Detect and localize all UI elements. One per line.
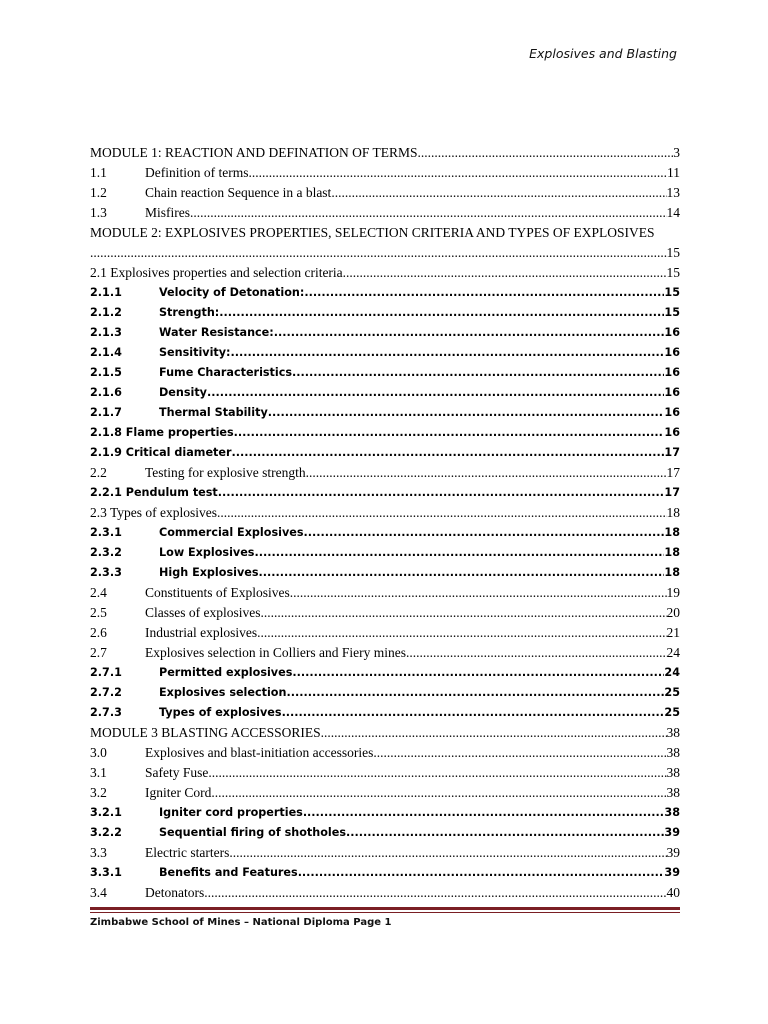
toc-entry-page: 38 <box>664 806 680 819</box>
toc-entry-number: 2.4 <box>90 585 107 600</box>
toc-entry-page: 38 <box>666 745 680 760</box>
toc-entry[interactable] <box>90 703 680 723</box>
toc-entry-number: 3.2.1 <box>90 806 122 819</box>
page-header-title: Explosives and Blasting <box>529 46 677 61</box>
page-footer: Zimbabwe School of Mines – National Diploma Page 1 <box>90 917 392 928</box>
toc-entry-page: 39 <box>664 826 680 839</box>
toc-entry[interactable] <box>90 723 680 743</box>
toc-entry[interactable] <box>90 383 680 403</box>
toc-leader-dots <box>346 823 664 843</box>
toc-leader-dots <box>211 783 666 803</box>
toc-leader-dots <box>331 183 666 203</box>
toc-entry-number: 2.3.2 <box>90 546 122 559</box>
toc-entry-label: Detonators <box>145 885 205 900</box>
toc-leader-dots <box>298 863 665 883</box>
toc-entry-page: 17 <box>666 465 680 480</box>
toc-leader-dots <box>219 303 664 323</box>
toc-entry-label: Testing for explosive strength <box>145 465 306 480</box>
toc-entry-page: 15 <box>666 245 680 260</box>
toc-leader-dots <box>234 423 665 443</box>
toc-entry[interactable] <box>90 683 680 703</box>
toc-entry-label: 2.3 Types of explosives <box>90 505 218 520</box>
toc-entry-page: 18 <box>666 505 680 520</box>
toc-leader-dots <box>90 243 667 263</box>
toc-leader-dots <box>286 683 664 703</box>
toc-leader-dots <box>292 363 664 383</box>
toc-entry-number: 2.5 <box>90 605 107 620</box>
toc-leader-dots <box>304 283 664 303</box>
toc-entry-label: Benefits and Features <box>159 866 298 879</box>
toc-entry-label: Explosives selection <box>159 686 287 699</box>
toc-entry-number: 2.2 <box>90 465 107 480</box>
toc-entry-number: 2.1.1 <box>90 286 122 299</box>
toc-entry[interactable] <box>90 423 680 443</box>
footer-rule-thin <box>90 912 680 913</box>
toc-entry[interactable] <box>90 883 680 903</box>
toc-entry-page: 18 <box>664 546 680 559</box>
toc-entry-label: MODULE 2: EXPLOSIVES PROPERTIES, SELECTION CRITERIA AND TYPES OF EXPLOSIVES <box>90 225 655 240</box>
toc-entry[interactable] <box>90 283 680 303</box>
toc-entry[interactable] <box>90 163 680 183</box>
toc-entry-label: 2.2.1 Pendulum test <box>90 486 218 499</box>
toc-entry-page: 40 <box>666 885 680 900</box>
toc-entry[interactable] <box>90 523 680 543</box>
toc-leader-dots <box>254 543 664 563</box>
toc-entry-label: Industrial explosives <box>145 625 258 640</box>
toc-entry[interactable] <box>90 223 680 243</box>
toc-entry-label: Misfires <box>145 205 190 220</box>
toc-entry-page: 38 <box>666 765 680 780</box>
toc-leader-dots <box>207 383 664 403</box>
toc-entry-number: 2.7.3 <box>90 706 122 719</box>
toc-entry-page: 38 <box>666 725 680 740</box>
toc-leader-dots <box>290 583 667 603</box>
toc-entry-page: 15 <box>666 265 680 280</box>
toc-entry[interactable] <box>90 403 680 423</box>
toc-entry-number: 1.1 <box>90 165 107 180</box>
toc-leader-dots <box>190 203 667 223</box>
toc-leader-dots <box>257 623 666 643</box>
toc-entry-number: 2.6 <box>90 625 107 640</box>
toc-entry-number: 3.2.2 <box>90 826 122 839</box>
toc-entry-page: 20 <box>666 605 680 620</box>
toc-entry-number: 3.4 <box>90 885 107 900</box>
toc-entry-label: Water Resistance: <box>159 326 274 339</box>
toc-entry-page: 16 <box>664 366 680 379</box>
toc-entry[interactable] <box>90 323 680 343</box>
toc-entry-label: Low Explosives <box>159 546 255 559</box>
toc-entry-number: 3.3 <box>90 845 107 860</box>
toc-entry[interactable] <box>90 363 680 383</box>
toc-entry-label: Explosives and blast-initiation accessories <box>145 745 374 760</box>
table-of-contents <box>90 143 680 903</box>
toc-entry-label: High Explosives <box>159 566 259 579</box>
toc-entry-label: Electric starters <box>145 845 230 860</box>
toc-entry[interactable] <box>90 603 680 623</box>
toc-leader-dots <box>321 723 667 743</box>
toc-entry-page: 14 <box>666 205 680 220</box>
toc-leader-dots <box>261 603 667 623</box>
toc-entry[interactable] <box>90 483 680 503</box>
toc-entry-label: Explosives selection in Colliers and Fiery mines <box>145 645 406 660</box>
toc-entry-number: 2.1.3 <box>90 326 122 339</box>
toc-entry[interactable] <box>90 543 680 563</box>
toc-entry[interactable] <box>90 803 680 823</box>
toc-entry-number: 2.1.4 <box>90 346 122 359</box>
toc-entry-label: Density <box>159 386 207 399</box>
toc-entry-number: 3.2 <box>90 785 107 800</box>
toc-entry-label: Igniter Cord <box>145 785 212 800</box>
toc-leader-dots <box>373 743 666 763</box>
toc-entry-number: 2.7.1 <box>90 666 122 679</box>
toc-entry-page: 13 <box>666 185 680 200</box>
toc-entry-label: Types of explosives <box>159 706 282 719</box>
toc-entry-page: 3 <box>673 145 680 160</box>
toc-entry-label: Sequential firing of shotholes <box>159 826 346 839</box>
toc-entry-number: 2.7 <box>90 645 107 660</box>
toc-entry-number: 1.2 <box>90 185 107 200</box>
toc-entry[interactable] <box>90 663 680 683</box>
toc-entry[interactable] <box>90 503 680 523</box>
toc-entry[interactable] <box>90 843 680 863</box>
toc-entry-page: 15 <box>664 306 680 319</box>
toc-leader-dots <box>406 643 667 663</box>
toc-entry[interactable] <box>90 263 680 283</box>
toc-entry-page: 25 <box>664 686 680 699</box>
toc-entry-label: 2.1 Explosives properties and selection criteria <box>90 265 343 280</box>
toc-entry-number: 2.3.1 <box>90 526 122 539</box>
toc-entry-page: 24 <box>666 645 680 660</box>
toc-entry-label: Igniter cord properties <box>159 806 303 819</box>
toc-entry-page: 15 <box>664 286 680 299</box>
toc-entry-label: Chain reaction Sequence in a blast <box>145 185 332 200</box>
toc-entry[interactable] <box>90 863 680 883</box>
toc-entry[interactable] <box>90 643 680 663</box>
toc-leader-dots <box>218 483 665 503</box>
toc-entry-page: 38 <box>666 785 680 800</box>
toc-entry[interactable] <box>90 443 680 463</box>
toc-leader-dots <box>232 443 665 463</box>
toc-leader-dots <box>418 143 674 163</box>
toc-entry-label: 2.1.8 Flame properties <box>90 426 234 439</box>
toc-leader-dots <box>231 343 665 363</box>
toc-leader-dots <box>306 463 667 483</box>
toc-entry[interactable] <box>90 783 680 803</box>
toc-entry-number: 2.1.6 <box>90 386 122 399</box>
toc-leader-dots <box>208 763 666 783</box>
toc-leader-dots <box>303 523 664 543</box>
toc-entry-page: 19 <box>666 585 680 600</box>
toc-leader-dots <box>217 503 666 523</box>
toc-entry-label: 2.1.9 Critical diameter <box>90 446 232 459</box>
toc-entry-page: 11 <box>667 165 680 180</box>
toc-entry-number: 3.3.1 <box>90 866 122 879</box>
toc-entry-page: 16 <box>664 386 680 399</box>
toc-entry-label: Commercial Explosives <box>159 526 304 539</box>
toc-entry-number: 2.1.7 <box>90 406 122 419</box>
toc-entry-label: Classes of explosives <box>145 605 261 620</box>
toc-entry-number: 1.3 <box>90 205 107 220</box>
toc-leader-dots <box>282 703 665 723</box>
toc-entry-label: MODULE 3 BLASTING ACCESSORIES <box>90 725 321 740</box>
toc-entry-number: 2.1.5 <box>90 366 122 379</box>
toc-entry[interactable] <box>90 463 680 483</box>
toc-entry-label: Definition of terms <box>145 165 249 180</box>
toc-entry-page: 17 <box>664 486 680 499</box>
toc-entry-page: 16 <box>664 326 680 339</box>
toc-entry[interactable] <box>90 563 680 583</box>
toc-entry[interactable] <box>90 203 680 223</box>
toc-entry-number: 2.7.2 <box>90 686 122 699</box>
toc-entry-page: 16 <box>664 346 680 359</box>
toc-entry-page: 18 <box>664 526 680 539</box>
toc-entry[interactable] <box>90 303 680 323</box>
toc-entry-page: 17 <box>664 446 680 459</box>
toc-leader-dots <box>268 403 665 423</box>
toc-leader-dots <box>259 563 665 583</box>
toc-entry-page: 25 <box>664 706 680 719</box>
toc-entry-label: Fume Characteristics <box>159 366 293 379</box>
toc-entry[interactable] <box>90 343 680 363</box>
toc-entry[interactable] <box>90 763 680 783</box>
footer-rule <box>90 907 680 910</box>
toc-entry-label: Permitted explosives <box>159 666 293 679</box>
toc-entry[interactable] <box>90 583 680 603</box>
toc-entry-page: 39 <box>664 866 680 879</box>
toc-entry[interactable] <box>90 823 680 843</box>
toc-entry-page: 24 <box>664 666 680 679</box>
toc-entry-page: 21 <box>666 625 680 640</box>
toc-entry-number: 2.3.3 <box>90 566 122 579</box>
toc-entry-page: 16 <box>664 406 680 419</box>
toc-leader-dots <box>274 323 665 343</box>
toc-entry[interactable] <box>90 743 680 763</box>
toc-entry-label: Safety Fuse <box>145 765 209 780</box>
toc-entry[interactable] <box>90 143 680 163</box>
toc-leader-dots <box>303 803 665 823</box>
toc-entry-label: Thermal Stability <box>159 406 268 419</box>
toc-entry-number: 3.1 <box>90 765 107 780</box>
toc-leader-dots <box>343 263 667 283</box>
toc-leader-dots <box>292 663 664 683</box>
toc-entry-label: Sensitivity: <box>159 346 231 359</box>
toc-leader-dots <box>204 883 666 903</box>
toc-entry-page: 39 <box>666 845 680 860</box>
toc-entry-number: 3.0 <box>90 745 107 760</box>
toc-entry-page: 18 <box>664 566 680 579</box>
toc-entry[interactable] <box>90 243 680 263</box>
toc-entry-label: Constituents of Explosives <box>145 585 290 600</box>
toc-entry[interactable] <box>90 623 680 643</box>
toc-entry-number: 2.1.2 <box>90 306 122 319</box>
toc-leader-dots <box>229 843 666 863</box>
toc-entry-label: Velocity of Detonation: <box>159 286 305 299</box>
toc-entry-page: 16 <box>664 426 680 439</box>
toc-entry-label: Strength: <box>159 306 220 319</box>
toc-entry-label: MODULE 1: REACTION AND DEFINATION OF TERMS <box>90 145 418 160</box>
toc-leader-dots <box>248 163 667 183</box>
toc-entry[interactable] <box>90 183 680 203</box>
